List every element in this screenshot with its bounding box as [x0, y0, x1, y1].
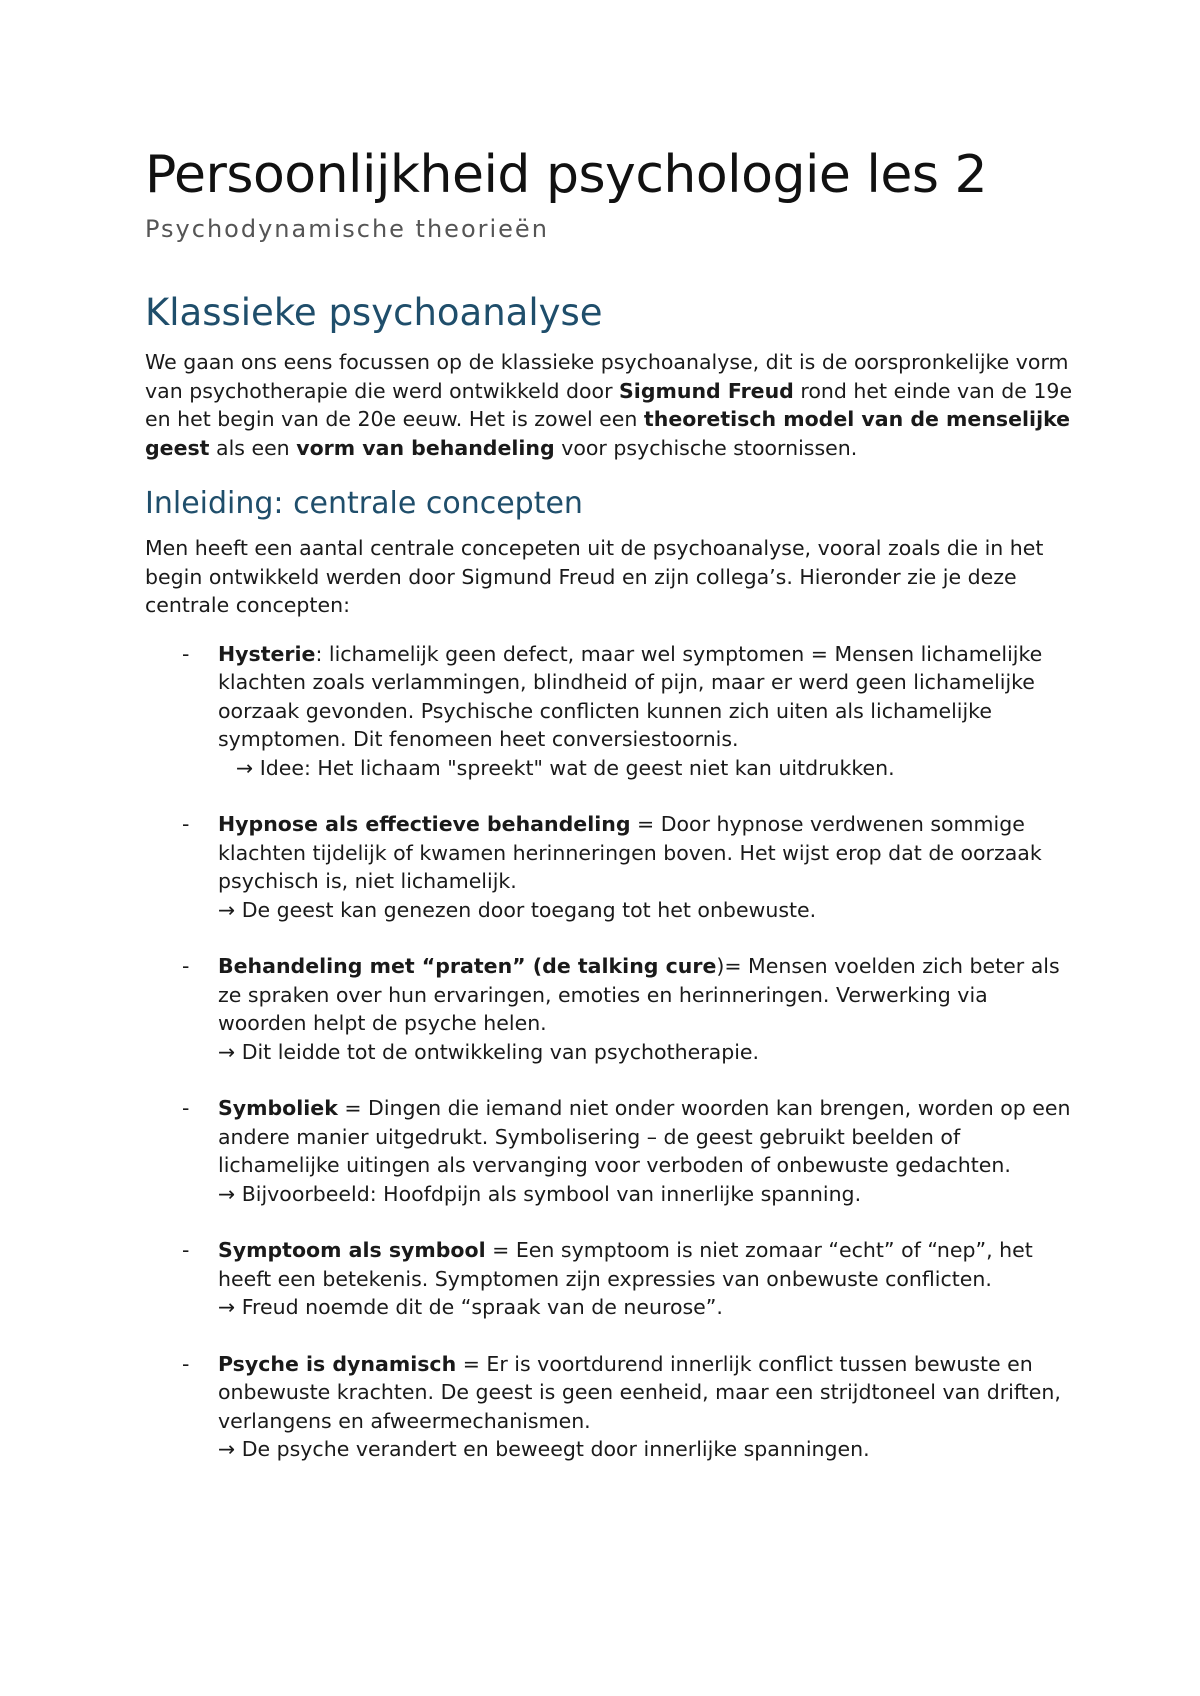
bold-theoretisch-model: theoretisch model van de menselijke geest [145, 407, 1071, 460]
bullet-marker: - [182, 641, 190, 666]
concept-term: Psyche is dynamisch [218, 1351, 457, 1376]
concept-term: Symptoom als symbool [218, 1238, 486, 1262]
paragraph-text: We gaan ons eens focussen op de klassieke psychoanalyse, dit is de oorspronkelijke vorm van psychotherapie die werd ontwikkeld door [145, 350, 1069, 403]
concept-note: → Bijvoorbeeld: Hoofdpijn als symbool van innerlijke spanning. [218, 1181, 862, 1206]
concept-text: )= Mensen voelden zich beter als ze spraken over hun ervaringen, emoties en herinneringen. Verwerking via woorden helpt de psyche helen. [218, 954, 1060, 1035]
concept-note: → Dit leidde tot de ontwikkeling van psychotherapie. [218, 1039, 760, 1064]
bullet-marker: - [182, 954, 190, 978]
bullet-marker: - [182, 1096, 190, 1120]
list-item [145, 810, 1075, 924]
section-heading-klassieke-psychoanalyse: Klassieke psychoanalyse [145, 291, 603, 334]
concept-term: Hysterie [218, 641, 316, 666]
concept-note: → Idee: Het lichaam "spreekt" wat de geest niet kan uitdrukken. [236, 755, 895, 780]
concept-term: Behandeling met “praten” (de talking cure [218, 954, 717, 978]
document-page [145, 140, 1075, 1492]
list-item [145, 1350, 1075, 1464]
paragraph-text: voor psychische stoornissen. [554, 435, 858, 460]
bold-sigmund-freud: Sigmund Freud [619, 378, 794, 403]
concept-note: → De psyche verandert en beweegt door innerlijke spanningen. [218, 1437, 870, 1461]
concepts-intro-paragraph: Men heeft een aantal centrale concepeten uit de psychoanalyse, vooral zoals die in het begin ontwikkeld werden door Sigmund Freud en zijn collega’s. Hieronder zie je deze centrale concepten: [145, 536, 1044, 617]
bullet-marker: - [182, 1351, 190, 1376]
list-item [145, 952, 1075, 1066]
concept-term: Hypnose als effectieve behandeling [218, 812, 631, 836]
concept-text: = Door hypnose verdwenen sommige klachten tijdelijk of kwamen herinneringen boven. Het wijst erop dat de oorzaak psychisch is, niet lichamelijk. [218, 812, 1042, 893]
concepts-list [145, 640, 1075, 1464]
concept-text: = Dingen die iemand niet onder woorden kan brengen, worden op een andere manier uitgedrukt. Symbolisering – de geest gebruikt beelden of lichamelijke uitingen als vervanging voor verboden of onbewuste gedachten. [218, 1096, 1071, 1177]
paragraph-text: rond het einde van de 19e en het begin van de 20e eeuw. Het is zowel een [145, 378, 1073, 431]
list-item [145, 1094, 1075, 1208]
concept-text: : lichamelijk geen defect, maar wel symptomen = Mensen lichamelijke klachten zoals verlammingen, blindheid of pijn, maar er werd geen lichamelijke oorzaak gevonden. Psychische conflicten kunnen zich uiten als lichamelijke symptomen. Dit fenomeen heet conversiestoornis. [218, 641, 1043, 751]
concept-text: = Er is voortdurend innerlijk conflict tussen bewuste en onbewuste krachten. De geest is geen eenheid, maar een strijdtoneel van driften, verlangens en afweermechanismen. [218, 1351, 1061, 1433]
bold-vorm-van-behandeling: vorm van behandeling [296, 435, 555, 460]
paragraph-text: als een [209, 435, 297, 460]
list-item [145, 1236, 1075, 1322]
list-item [145, 640, 1075, 783]
bullet-marker: - [182, 812, 190, 836]
concept-note: → De geest kan genezen door toegang tot het onbewuste. [218, 897, 817, 922]
document-title: Persoonlijkheid psychologie les 2 [145, 145, 988, 205]
concept-note: → Freud noemde dit de “spraak van de neurose”. [218, 1295, 723, 1319]
document-subtitle: Psychodynamische theorieën [145, 215, 549, 243]
concept-text: = Een symptoom is niet zomaar “echt” of “nep”, het heeft een betekenis. Symptomen zijn expressies van onbewuste conflicten. [218, 1238, 1033, 1291]
intro-paragraph [145, 348, 1075, 462]
concept-term: Symboliek [218, 1096, 338, 1120]
section-heading-inleiding: Inleiding: centrale concepten [145, 486, 583, 521]
bullet-marker: - [182, 1238, 190, 1262]
